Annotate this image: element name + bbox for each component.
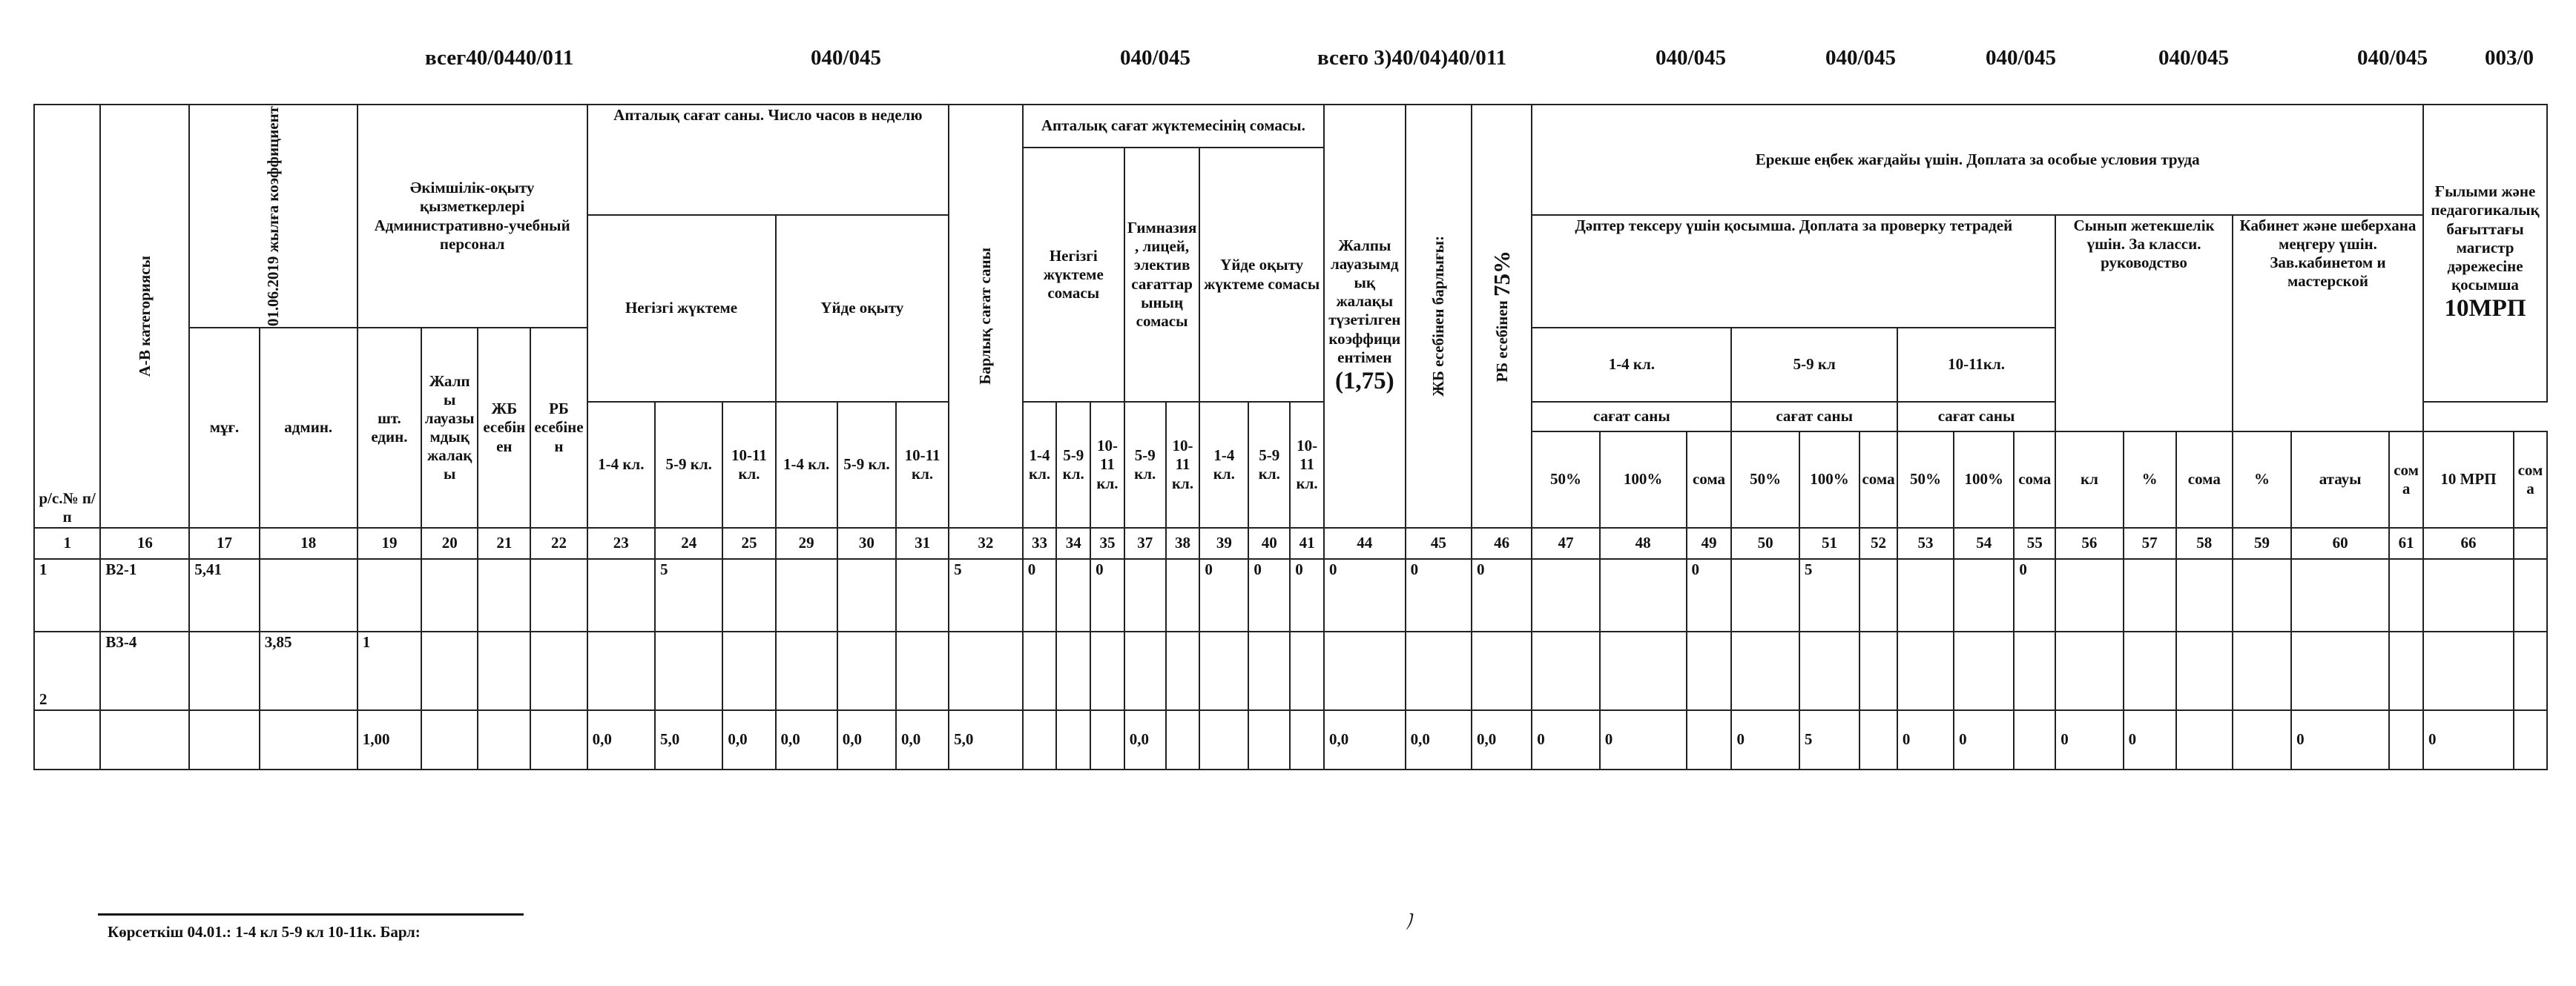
sub-hs1011: 10-11 кл. [1290, 402, 1324, 528]
sub-sum: сома [1687, 431, 1732, 528]
table-cell [587, 632, 655, 710]
table-cell [530, 559, 587, 632]
header-weekly-sum: Апталық сағат жүктемесінің сомасы. [1023, 105, 1324, 148]
table-cell [1248, 710, 1290, 770]
table-cell [2291, 559, 2389, 632]
table-cell: 35 [1090, 528, 1124, 559]
header-row-1 [34, 105, 2547, 148]
header-main-load-sum: Негізгі жүктеме сомасы [1023, 148, 1124, 402]
top-code: 040/045 [1656, 46, 1727, 70]
table-cell: 0 [1954, 710, 2014, 770]
table-cell: 32 [949, 528, 1023, 559]
table-cell: 0 [1532, 710, 1599, 770]
column-number-row [34, 528, 2547, 559]
table-cell: 0 [1600, 710, 1687, 770]
table-cell: 0 [2014, 559, 2055, 632]
table-cell: В2-1 [100, 559, 189, 632]
sub-hours-count: сағат саны [1731, 402, 1897, 431]
table-cell [2291, 632, 2389, 710]
header-rc: р/с.№ п/п [34, 105, 100, 528]
table-cell: 30 [837, 528, 896, 559]
table-cell [1056, 710, 1090, 770]
table-cell [1687, 632, 1732, 710]
sub-hs59: 5-9 кл. [1248, 402, 1290, 528]
sub-p100: 100% [1600, 431, 1687, 528]
sub-sum: сома [2514, 431, 2547, 528]
table-cell: 0,0 [722, 710, 775, 770]
table-cell: 56 [2055, 528, 2123, 559]
table-cell [2233, 710, 2291, 770]
sub-h14: 1-4 кл. [776, 402, 837, 528]
table-cell: 16 [100, 528, 189, 559]
table-cell: 23 [587, 528, 655, 559]
table-cell [1897, 632, 1954, 710]
sub-position-salary: Жалпы лауазымдық жалақы [421, 328, 478, 528]
header-home-teaching: Үйде оқыту [776, 215, 949, 403]
table-cell [260, 710, 358, 770]
table-cell [478, 710, 530, 770]
table-cell [1897, 559, 1954, 632]
table-cell: 49 [1687, 528, 1732, 559]
table-cell: 2 [34, 632, 100, 710]
table-cell [1290, 632, 1324, 710]
table-cell [2055, 559, 2123, 632]
table-cell [1731, 632, 1799, 710]
table-cell: 61 [2389, 528, 2423, 559]
table-cell [2514, 528, 2547, 559]
table-cell [2514, 559, 2547, 632]
table-cell [776, 559, 837, 632]
table-cell: 57 [2124, 528, 2176, 559]
top-code: 003/0 [2485, 46, 2534, 70]
table-cell: 0 [2124, 710, 2176, 770]
table-cell [1056, 632, 1090, 710]
sub-c14: 1-4 кл. [587, 402, 655, 528]
table-cell [1324, 632, 1406, 710]
table-cell [949, 632, 1023, 710]
header-science: Ғылыми және педагогикалық бағыттағы магистр дәрежесіне қосымша 10МРП [2423, 105, 2547, 402]
sub-c59: 5-9 кл. [655, 402, 722, 528]
sub-c1011: 10-11 кл. [722, 402, 775, 528]
table-cell [1859, 710, 1897, 770]
sub-hs14: 1-4 кл. [1199, 402, 1248, 528]
table-cell [1166, 559, 1200, 632]
sub-h1011: 10-11 кл. [896, 402, 949, 528]
header-total-hours: Барлық сағат саны [949, 105, 1023, 528]
header-main-load: Негізгі жүктеме [587, 215, 776, 403]
sub-p50: 50% [1532, 431, 1599, 528]
sub-rb-account: РБ есебінен [530, 328, 587, 528]
table-cell: 0,0 [1124, 710, 1166, 770]
header-notebook: Дәптер тексеру үшін қосымша. Доплата за проверку тетрадей [1532, 215, 2055, 328]
table-cell: 20 [421, 528, 478, 559]
table-cell [1472, 632, 1532, 710]
sub-jb-account: ЖБ есебінен [478, 328, 530, 528]
table-cell: 29 [776, 528, 837, 559]
sub-gym59: 5-9 кл. [1124, 402, 1166, 528]
table-cell: 25 [722, 528, 775, 559]
sub-pct: % [2233, 431, 2291, 528]
sub-sum: сома [2389, 431, 2423, 528]
table-cell: 39 [1199, 528, 1248, 559]
table-cell [1799, 632, 1859, 710]
table-cell: 5 [949, 559, 1023, 632]
table-cell: 1 [34, 528, 100, 559]
table-cell [2233, 632, 2291, 710]
table-cell: 0,0 [837, 710, 896, 770]
table-cell: 0 [1023, 559, 1057, 632]
sub-mug: мұғ. [189, 328, 259, 528]
table-cell: В3-4 [100, 632, 189, 710]
table-cell: 0 [1731, 710, 1799, 770]
table-cell: 0 [2423, 710, 2514, 770]
sub-sum: сома [2176, 431, 2233, 528]
header-grade-10-11: 10-11кл. [1897, 328, 2055, 402]
table-cell: 31 [896, 528, 949, 559]
table-cell [2514, 632, 2547, 710]
table-cell [2176, 632, 2233, 710]
table-cell: 5 [655, 559, 722, 632]
top-code: всего 3)40/04)40/011 [1317, 46, 1507, 70]
table-cell: 53 [1897, 528, 1954, 559]
table-row [34, 710, 2547, 770]
footer-indicator: Көрсеткіш 04.01.: 1-4 кл 5-9 кл 10-11к. Барл: [108, 923, 421, 941]
staffing-table [33, 104, 2548, 770]
table-cell [421, 632, 478, 710]
top-code: 040/045 [1120, 46, 1191, 70]
sub-admin: админ. [260, 328, 358, 528]
table-cell: 38 [1166, 528, 1200, 559]
table-cell: 17 [189, 528, 259, 559]
table-cell: 0,0 [896, 710, 949, 770]
header-gymnasium: Гимназия, лицей, электив сағаттарының сомасы [1124, 148, 1200, 402]
table-cell: 0 [1290, 559, 1324, 632]
table-cell: 0 [1248, 559, 1290, 632]
table-cell: 21 [478, 528, 530, 559]
sub-units: шт. един. [358, 328, 421, 528]
header-category: А-В категориясы [100, 105, 189, 528]
table-cell: 45 [1406, 528, 1472, 559]
table-cell [1199, 632, 1248, 710]
table-row [34, 632, 2547, 710]
header-weekly-hours: Апталық сағат саны. Число часов в неделю [587, 105, 949, 215]
table-cell: 0 [2291, 710, 2389, 770]
table-cell [189, 710, 259, 770]
table-cell: 51 [1799, 528, 1859, 559]
table-cell: 37 [1124, 528, 1166, 559]
table-cell [1859, 559, 1897, 632]
table-cell [837, 632, 896, 710]
table-cell: 24 [655, 528, 722, 559]
table-cell [260, 559, 358, 632]
table-cell [2423, 632, 2514, 710]
table-cell [1859, 632, 1897, 710]
table-cell [2176, 710, 2233, 770]
table-cell [478, 632, 530, 710]
sub-hours-count: сағат саны [1897, 402, 2055, 431]
table-cell: 54 [1954, 528, 2014, 559]
table-cell: 0,0 [776, 710, 837, 770]
table-cell [896, 559, 949, 632]
header-grade-1-4: 1-4 кл. [1532, 328, 1731, 402]
table-cell [478, 559, 530, 632]
pen-mark: ノ [1397, 907, 1423, 935]
header-salary-coef: Жалпы лауазымдық жалақы түзетілген коэффициентімен (1,75) [1324, 105, 1406, 528]
table-row [34, 559, 2547, 632]
header-special: Ерекше еңбек жағдайы үшін. Доплата за особые условия труда [1532, 105, 2423, 215]
table-cell: 59 [2233, 528, 2291, 559]
table-cell [587, 559, 655, 632]
sub-sum: сома [2014, 431, 2055, 528]
table-cell: 0 [1687, 559, 1732, 632]
table-cell [655, 632, 722, 710]
table-cell [34, 710, 100, 770]
header-class-lead: Сынып жетекшелік үшін. За класси. руководство [2055, 215, 2233, 432]
table-cell: 0 [1472, 559, 1532, 632]
table-cell [1600, 632, 1687, 710]
table-cell [358, 559, 421, 632]
table-cell: 22 [530, 528, 587, 559]
table-cell: 0,0 [1324, 710, 1406, 770]
table-cell [189, 632, 259, 710]
table-cell: 47 [1532, 528, 1599, 559]
header-coef: 01.06.2019 жылға коэффициент [189, 105, 358, 328]
table-cell [1532, 632, 1599, 710]
table-cell [2389, 559, 2423, 632]
table-cell: 44 [1324, 528, 1406, 559]
table-cell: 0 [1090, 559, 1124, 632]
table-cell: 5,0 [655, 710, 722, 770]
table-cell [2389, 632, 2423, 710]
sub-pct: % [2124, 431, 2176, 528]
table-cell [1090, 710, 1124, 770]
sub-p100: 100% [1954, 431, 2014, 528]
table-cell: 34 [1056, 528, 1090, 559]
top-code: 040/045 [1825, 46, 1897, 70]
table-cell: 18 [260, 528, 358, 559]
table-cell: 40 [1248, 528, 1290, 559]
table-cell [722, 559, 775, 632]
table-cell: 41 [1290, 528, 1324, 559]
table-cell [2055, 632, 2123, 710]
table-cell [1532, 559, 1599, 632]
top-code: 040/045 [2158, 46, 2230, 70]
table-cell: 0 [1406, 559, 1472, 632]
table-cell: 0 [1897, 710, 1954, 770]
table-cell [1687, 710, 1732, 770]
table-cell: 5 [1799, 559, 1859, 632]
table-cell [2389, 710, 2423, 770]
table-cell: 52 [1859, 528, 1897, 559]
header-cabinet: Кабинет және шеберхана меңгеру үшін. Зав.кабинетом и мастерской [2233, 215, 2423, 432]
table-cell [421, 559, 478, 632]
header-rb: РБ есебінен 75% [1472, 105, 1532, 528]
table-cell: 1,00 [358, 710, 421, 770]
table-cell [1954, 632, 2014, 710]
table-cell: 5,41 [189, 559, 259, 632]
header-grade-5-9: 5-9 кл [1731, 328, 1897, 402]
sub-mrp10: 10 МРП [2423, 431, 2514, 528]
table-cell [1199, 710, 1248, 770]
table-cell [530, 710, 587, 770]
top-code: 040/045 [2357, 46, 2428, 70]
table-cell [421, 710, 478, 770]
table-cell: 19 [358, 528, 421, 559]
sub-s59: 5-9 кл. [1056, 402, 1090, 528]
table-cell [1056, 559, 1090, 632]
header-jb-total: ЖБ есебінен барлығы: [1406, 105, 1472, 528]
sub-hours-count: сағат саны [1532, 402, 1731, 431]
table-cell [1166, 710, 1200, 770]
top-code: 040/045 [1986, 46, 2057, 70]
table-cell: 50 [1731, 528, 1799, 559]
table-cell [1090, 632, 1124, 710]
sub-kl: кл [2055, 431, 2123, 528]
sub-s14: 1-4 кл. [1023, 402, 1057, 528]
table-cell: 1 [34, 559, 100, 632]
table-cell [1406, 632, 1472, 710]
table-cell [2176, 559, 2233, 632]
table-cell: 3,85 [260, 632, 358, 710]
table-cell [1954, 559, 2014, 632]
top-code: всег40/0440/011 [425, 46, 574, 70]
table-cell: 0 [1199, 559, 1248, 632]
table-cell [1166, 632, 1200, 710]
table-cell [1731, 559, 1799, 632]
sub-p50: 50% [1897, 431, 1954, 528]
table-cell [100, 710, 189, 770]
table-cell: 0 [2055, 710, 2123, 770]
table-cell [1023, 710, 1057, 770]
table-cell: 1 [358, 632, 421, 710]
table-cell [2514, 710, 2547, 770]
table-cell [2014, 710, 2055, 770]
table-cell [837, 559, 896, 632]
footer-divider [98, 913, 524, 916]
table-cell [2233, 559, 2291, 632]
table-cell: 33 [1023, 528, 1057, 559]
table-cell: 0,0 [587, 710, 655, 770]
table-cell [2423, 559, 2514, 632]
table-cell [1600, 559, 1687, 632]
table-cell: 55 [2014, 528, 2055, 559]
table-cell [530, 632, 587, 710]
header-admin-staff: Әкімшілік-оқыту қызметкерлері Административно-учебный персонал [358, 105, 587, 328]
header-home-load-sum: Үйде оқыту жүктеме сомасы [1199, 148, 1324, 402]
table-cell [2124, 632, 2176, 710]
table-cell [2014, 632, 2055, 710]
sub-gym1011: 10-11 кл. [1166, 402, 1200, 528]
table-cell [1124, 559, 1166, 632]
table-cell [776, 632, 837, 710]
table-cell: 48 [1600, 528, 1687, 559]
table-cell: 5,0 [949, 710, 1023, 770]
table-cell: 46 [1472, 528, 1532, 559]
sub-s1011: 10-11 кл. [1090, 402, 1124, 528]
sub-p50: 50% [1731, 431, 1799, 528]
table-cell: 0,0 [1406, 710, 1472, 770]
table-cell [1290, 710, 1324, 770]
table-cell: 0 [1324, 559, 1406, 632]
table-cell [1023, 632, 1057, 710]
table-cell: 0,0 [1472, 710, 1532, 770]
table-cell [1248, 632, 1290, 710]
table-cell: 60 [2291, 528, 2389, 559]
sub-atauy: атауы [2291, 431, 2389, 528]
table-cell: 58 [2176, 528, 2233, 559]
table-cell [1124, 632, 1166, 710]
top-code: 040/045 [811, 46, 882, 70]
sub-h59: 5-9 кл. [837, 402, 896, 528]
sub-p100: 100% [1799, 431, 1859, 528]
table-cell: 5 [1799, 710, 1859, 770]
table-cell [722, 632, 775, 710]
table-cell [896, 632, 949, 710]
table-cell [2124, 559, 2176, 632]
table-cell: 66 [2423, 528, 2514, 559]
sub-sum: сома [1859, 431, 1897, 528]
